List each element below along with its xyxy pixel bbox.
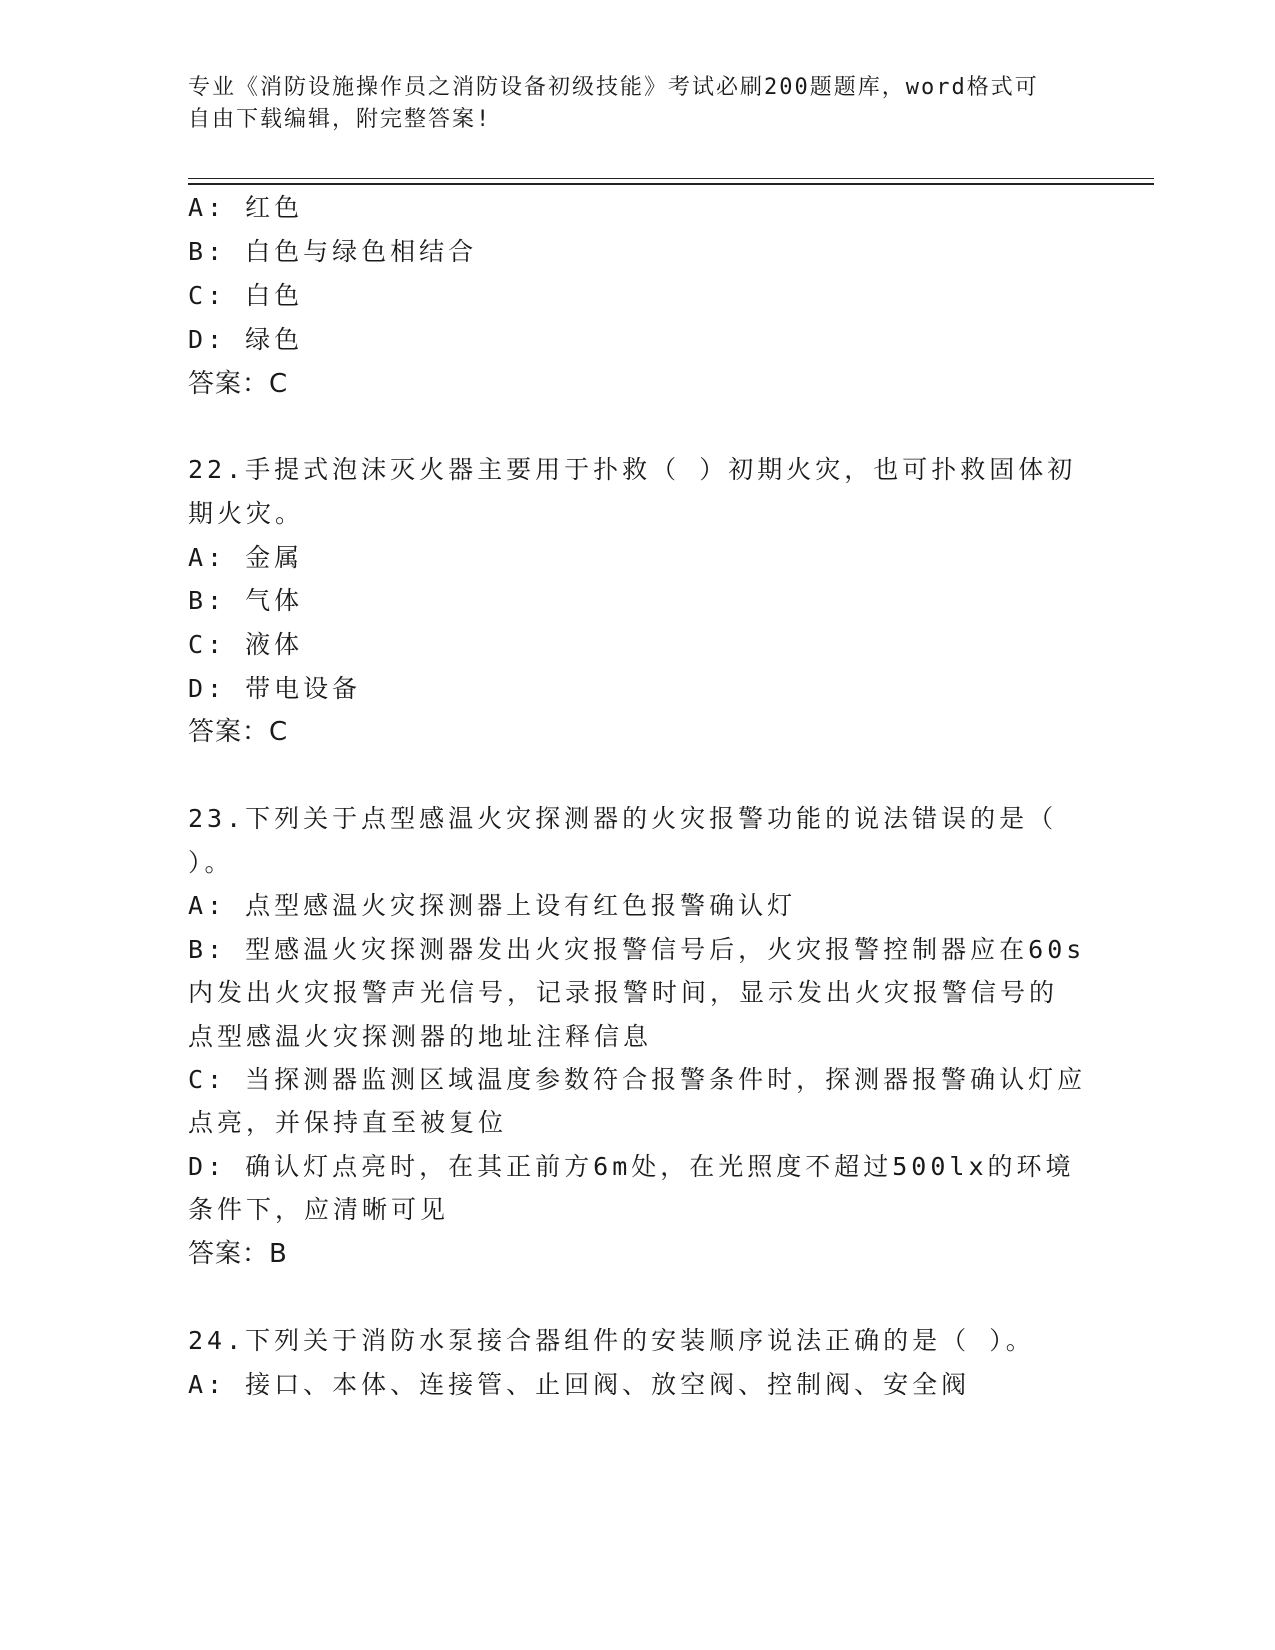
q22-option-b: B: 气体: [188, 586, 304, 615]
header-divider-thick: [188, 183, 1154, 185]
q22-stem-line-2: 期火灾。: [188, 499, 305, 528]
q23-option-c-line-1: C: 当探测器监测区域温度参数符合报警条件时，探测器报警确认灯应: [188, 1065, 1087, 1094]
q21-answer: 答案：C: [188, 369, 289, 399]
q22-answer: 答案：C: [188, 717, 289, 747]
q22-option-d: D: 带电设备: [188, 674, 362, 703]
q23-answer: 答案：B: [188, 1239, 288, 1269]
document-header: [188, 72, 1068, 136]
q21-option-d: D: 绿色: [188, 325, 304, 354]
q24-stem-line-1: 24.下列关于消防水泵接合器组件的安装顺序说法正确的是（ ）。: [188, 1326, 1035, 1355]
header-line-1: 专业《消防设施操作员之消防设备初级技能》考试必刷200题题库，word格式可: [188, 75, 1039, 100]
q22-stem-line-1: 22.手提式泡沫灭火器主要用于扑救（ ）初期火灾，也可扑救固体初: [188, 455, 1077, 484]
q23-option-a: A: 点型感温火灾探测器上设有红色报警确认灯: [188, 891, 797, 920]
q23-stem-line-1: 23.下列关于点型感温火灾探测器的火灾报警功能的说法错误的是（: [188, 804, 1058, 833]
q23-stem-line-2: ）。: [188, 848, 234, 877]
q24-option-a: A: 接口、本体、连接管、止回阀、放空阀、控制阀、安全阀: [188, 1370, 971, 1399]
q23-option-b-line-2: 内发出火灾报警声光信号，记录报警时间，显示发出火灾报警信号的: [188, 978, 1059, 1007]
q22-option-a: A: 金属: [188, 543, 304, 572]
q23-option-c-line-2: 点亮，并保持直至被复位: [188, 1108, 508, 1137]
header-line-2: 自由下载编辑，附完整答案!: [188, 107, 492, 132]
q21-option-c: C: 白色: [188, 281, 304, 310]
q23-option-b-line-3: 点型感温火灾探测器的地址注释信息: [188, 1022, 653, 1051]
q21-option-b: B: 白色与绿色相结合: [188, 237, 478, 266]
header-divider-thin: [188, 178, 1154, 179]
q23-option-b-line-1: B: 型感温火灾探测器发出火灾报警信号后，火灾报警控制器应在60s: [188, 935, 1086, 964]
q22-option-c: C: 液体: [188, 630, 304, 659]
q23-option-d-line-2: 条件下，应清晰可见: [188, 1195, 450, 1224]
q21-option-a: A: 红色: [188, 193, 304, 222]
q23-option-d-line-1: D: 确认灯点亮时，在其正前方6m处，在光照度不超过500lx的环境: [188, 1152, 1075, 1181]
